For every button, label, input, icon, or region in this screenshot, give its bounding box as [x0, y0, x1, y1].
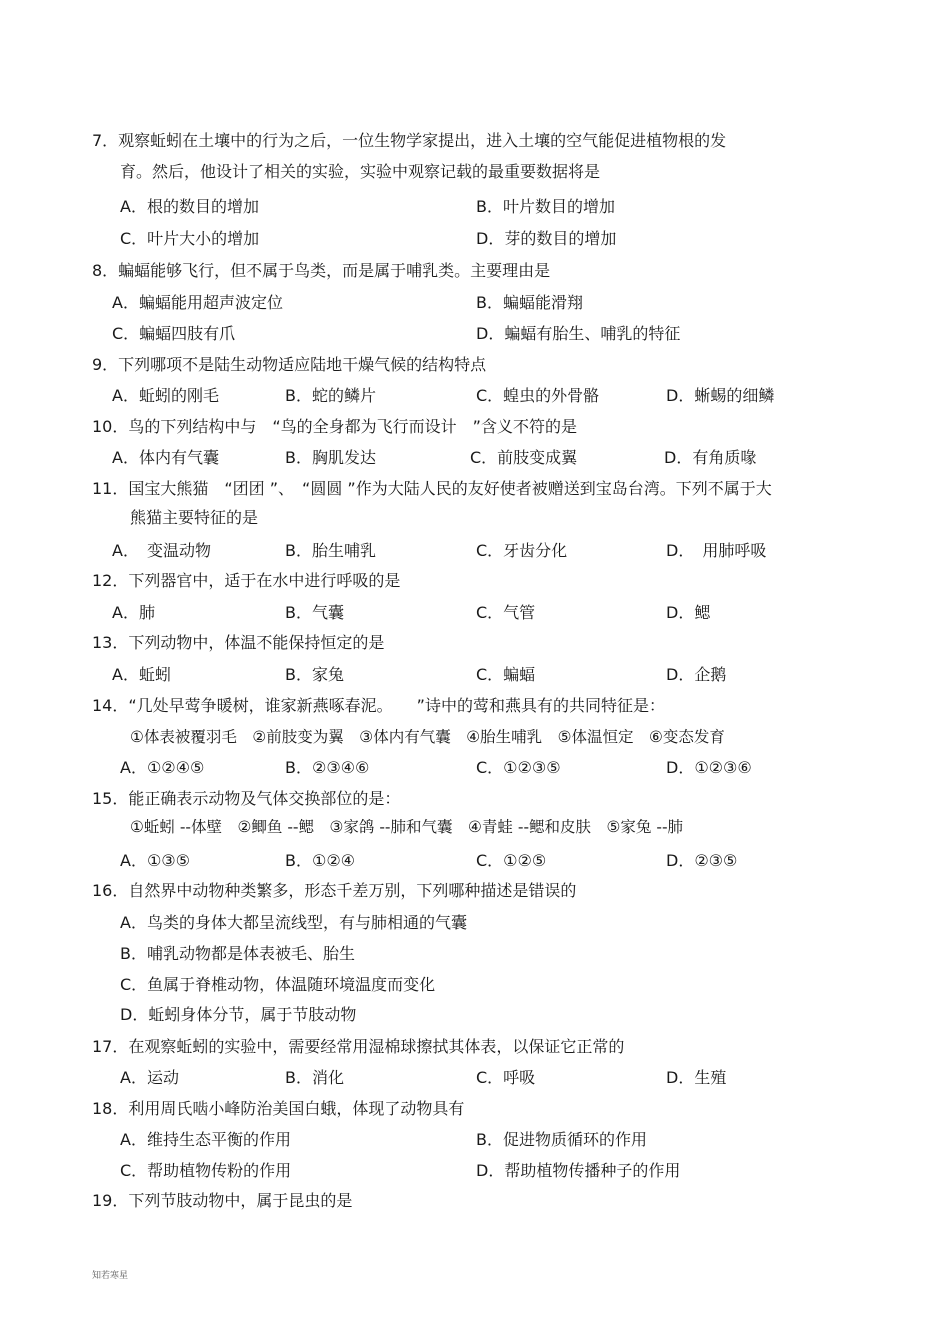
- option-d: D．企鹅: [666, 665, 727, 684]
- option-d: D．②③⑤: [666, 851, 738, 870]
- option-a: A．肺: [112, 603, 155, 622]
- option-b: B．胎生哺乳: [285, 541, 376, 560]
- question-text: 18．利用周氏啮小峰防治美国白蛾，体现了动物具有: [92, 1099, 465, 1118]
- option-a: A．蚯蚓: [112, 665, 171, 684]
- option-c: C．蝙蝠: [476, 665, 536, 684]
- question-text: 10．鸟的下列结构中与 “鸟的全身都为飞行而设计 ”含义不符的是: [92, 417, 577, 436]
- option-d: D．蜥蜴的细鳞: [666, 386, 775, 405]
- question-text: 11．国宝大熊猫 “团团 ”、 “圆圆 ”作为大陆人民的友好使者被赠送到宝岛台湾。下列不属于大: [92, 479, 772, 498]
- question-text: 9．下列哪项不是陆生动物适应陆地干燥气候的结构特点: [92, 355, 487, 374]
- option-c: C．蝙蝠四肢有爪: [112, 324, 236, 343]
- option-c: C．①②⑤: [476, 851, 547, 870]
- question-text: 19．下列节肢动物中，属于昆虫的是: [92, 1191, 353, 1210]
- option-d: D．生殖: [666, 1068, 727, 1087]
- option-d: D．①②③⑥: [666, 758, 752, 777]
- option-b: B．哺乳动物都是体表被毛、胎生: [120, 944, 355, 963]
- option-b: B．①②④: [285, 851, 356, 870]
- question-text: 14．“几处早莺争暖树，谁家新燕啄春泥。 ”诗中的莺和燕具有的共同特征是：: [92, 696, 665, 715]
- option-a: A．运动: [120, 1068, 179, 1087]
- option-d: D． 用肺呼吸: [666, 541, 767, 560]
- option-a: A．鸟类的身体大都呈流线型，有与肺相通的气囊: [120, 913, 467, 932]
- option-d: D．蝙蝠有胎生、哺乳的特征: [476, 324, 681, 343]
- option-c: C．叶片大小的增加: [120, 229, 260, 248]
- question-text: 13．下列动物中，体温不能保持恒定的是: [92, 633, 385, 652]
- question-text: 熊猫主要特征的是: [130, 508, 259, 527]
- option-b: B．叶片数目的增加: [476, 197, 615, 216]
- question-text: 12．下列器官中，适于在水中进行呼吸的是: [92, 571, 401, 590]
- option-b: B．家兔: [285, 665, 344, 684]
- option-c: C．气管: [476, 603, 536, 622]
- option-c: C．牙齿分化: [476, 541, 568, 560]
- option-b: B．蝙蝠能滑翔: [476, 293, 583, 312]
- page-footer: 知若寒星: [92, 1271, 129, 1281]
- option-d: D．蚯蚓身体分节，属于节肢动物: [120, 1005, 357, 1024]
- question-text: ①蚯蚓 --体壁 ②鲫鱼 --鳃 ③家鸽 --肺和气囊 ④青蛙 --鳃和皮肤 ⑤家兔 --肺: [130, 818, 684, 836]
- question-text: 8．蝙蝠能够飞行，但不属于鸟类，而是属于哺乳类。主要理由是: [92, 261, 551, 280]
- option-d: D．帮助植物传播种子的作用: [476, 1161, 681, 1180]
- question-text: ①体表被覆羽毛 ②前肢变为翼 ③体内有气囊 ④胎生哺乳 ⑤体温恒定 ⑥变态发育: [130, 728, 725, 746]
- option-b: B．消化: [285, 1068, 344, 1087]
- option-a: A． 变温动物: [112, 541, 211, 560]
- option-c: C．前肢变成翼: [470, 448, 578, 467]
- question-text: 17．在观察蚯蚓的实验中，需要经常用湿棉球擦拭其体表，以保证它正常的: [92, 1037, 625, 1056]
- option-c: C．鱼属于脊椎动物，体温随环境温度而变化: [120, 975, 436, 994]
- option-d: D．芽的数目的增加: [476, 229, 617, 248]
- option-a: A．蝙蝠能用超声波定位: [112, 293, 283, 312]
- option-d: D．有角质喙: [664, 448, 757, 467]
- option-a: A．根的数目的增加: [120, 197, 259, 216]
- question-text: 15．能正确表示动物及气体交换部位的是：: [92, 789, 401, 808]
- option-a: A．①③⑤: [120, 851, 190, 870]
- question-text: 7．观察蚯蚓在土壤中的行为之后，一位生物学家提出，进入土壤的空气能促进植物根的发: [92, 131, 727, 150]
- question-text: 育。然后，他设计了相关的实验，实验中观察记载的最重要数据将是: [120, 162, 601, 181]
- option-c: C．①②③⑤: [476, 758, 561, 777]
- question-text: 16．自然界中动物种类繁多，形态千差万别，下列哪种描述是错误的: [92, 881, 577, 900]
- option-c: C．帮助植物传粉的作用: [120, 1161, 292, 1180]
- option-b: B．促进物质循环的作用: [476, 1130, 647, 1149]
- option-b: B．②③④⑥: [285, 758, 370, 777]
- option-a: A．体内有气囊: [112, 448, 219, 467]
- option-b: B．蛇的鳞片: [285, 386, 376, 405]
- option-d: D．鳃: [666, 603, 711, 622]
- option-c: C．蝗虫的外骨骼: [476, 386, 600, 405]
- option-a: A．蚯蚓的刚毛: [112, 386, 219, 405]
- option-a: A．①②④⑤: [120, 758, 205, 777]
- option-c: C．呼吸: [476, 1068, 536, 1087]
- option-b: B．气囊: [285, 603, 344, 622]
- option-b: B．胸肌发达: [285, 448, 376, 467]
- option-a: A．维持生态平衡的作用: [120, 1130, 291, 1149]
